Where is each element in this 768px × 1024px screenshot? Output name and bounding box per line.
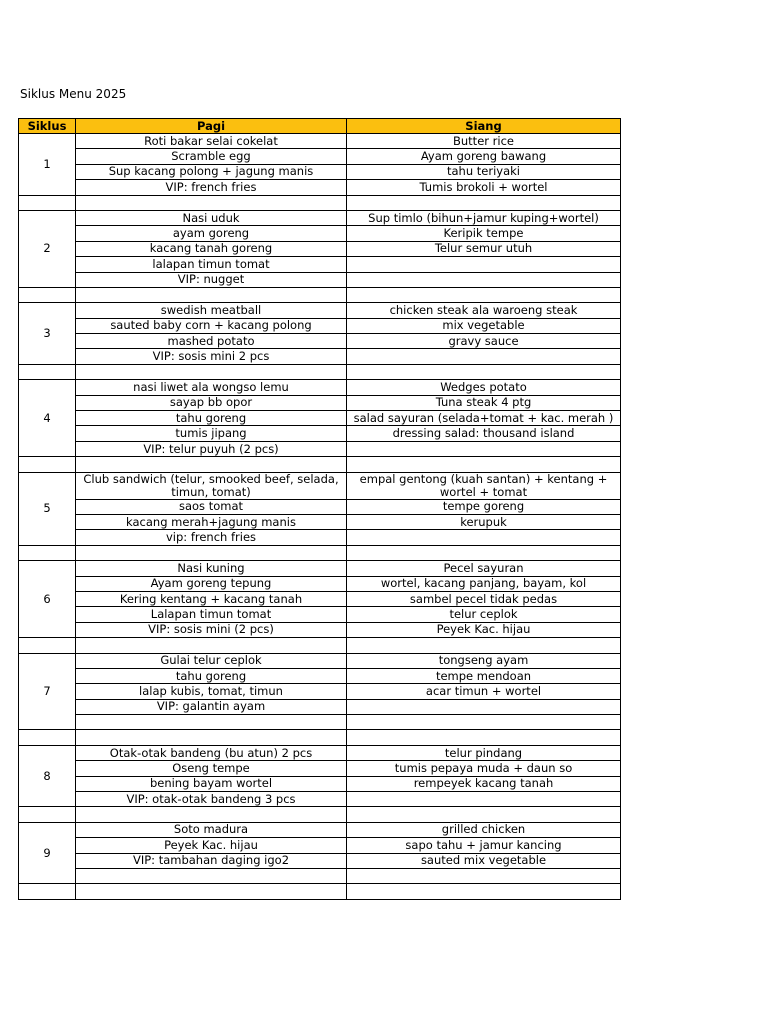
cell-siang: Tumis brokoli + wortel xyxy=(347,180,621,195)
table-row xyxy=(19,853,621,868)
spacer-cell xyxy=(19,638,76,653)
cell-siang: Keripik tempe xyxy=(347,226,621,241)
cell-siang: rempeyek kacang tanah xyxy=(347,776,621,791)
cell-siang: telur pindang xyxy=(347,745,621,760)
cell-siang: sauted mix vegetable xyxy=(347,853,621,868)
cell-siang: tumis pepaya muda + daun so xyxy=(347,761,621,776)
cycle-label: 8 xyxy=(19,745,76,807)
table-row xyxy=(19,380,621,395)
cell-pagi: Lalapan timun tomat xyxy=(76,607,347,622)
cell-siang: tempe mendoan xyxy=(347,668,621,683)
menu-body xyxy=(19,134,621,900)
cell-pagi: VIP: sosis mini 2 pcs xyxy=(76,349,347,364)
spacer-cell xyxy=(76,884,347,899)
table-row xyxy=(19,395,621,410)
cell-pagi: Soto madura xyxy=(76,822,347,837)
cell-siang: Wedges potato xyxy=(347,380,621,395)
table-row xyxy=(19,745,621,760)
table-row xyxy=(19,561,621,576)
table-row xyxy=(19,303,621,318)
table-row xyxy=(19,653,621,668)
table-row xyxy=(19,514,621,529)
cell-siang: dressing salad: thousand island xyxy=(347,426,621,441)
cell-siang xyxy=(347,699,621,714)
cell-pagi: VIP: tambahan daging igo2 xyxy=(76,853,347,868)
cell-siang: empal gentong (kuah santan) + kentang + wortel + tomat xyxy=(347,472,621,499)
cell-pagi: Scramble egg xyxy=(76,149,347,164)
cell-pagi: tahu goreng xyxy=(76,411,347,426)
cell-siang xyxy=(347,257,621,272)
cell-pagi: saos tomat xyxy=(76,499,347,514)
cell-siang: Peyek Kac. hijau xyxy=(347,622,621,637)
cell-siang: kerupuk xyxy=(347,514,621,529)
spacer-cell xyxy=(19,457,76,472)
cell-siang: sapo tahu + jamur kancing xyxy=(347,838,621,853)
cell-pagi: VIP: sosis mini (2 pcs) xyxy=(76,622,347,637)
table-row xyxy=(19,684,621,699)
spacer-row xyxy=(19,457,621,472)
cell-pagi: VIP: nugget xyxy=(76,272,347,287)
cell-pagi: VIP: telur puyuh (2 pcs) xyxy=(76,441,347,456)
cycle-label: 9 xyxy=(19,822,76,884)
spacer-cell xyxy=(19,730,76,745)
header-pagi: Pagi xyxy=(76,119,347,134)
cell-pagi: ayam goreng xyxy=(76,226,347,241)
table-row xyxy=(19,822,621,837)
table-row xyxy=(19,761,621,776)
cell-siang: tempe goreng xyxy=(347,499,621,514)
spacer-cell xyxy=(19,807,76,822)
cell-pagi: Oseng tempe xyxy=(76,761,347,776)
cell-siang xyxy=(347,272,621,287)
spacer-cell xyxy=(19,287,76,302)
cell-siang: grilled chicken xyxy=(347,822,621,837)
spacer-row xyxy=(19,287,621,302)
table-row xyxy=(19,868,621,883)
spacer-cell xyxy=(347,807,621,822)
table-row xyxy=(19,699,621,714)
spacer-cell xyxy=(347,884,621,899)
spacer-row xyxy=(19,884,621,899)
table-row xyxy=(19,411,621,426)
spacer-cell xyxy=(347,195,621,210)
spacer-cell xyxy=(19,545,76,560)
cell-siang: Telur semur utuh xyxy=(347,241,621,256)
spacer-cell xyxy=(76,730,347,745)
cycle-label: 7 xyxy=(19,653,76,730)
spacer-row xyxy=(19,545,621,560)
cell-siang: mix vegetable xyxy=(347,318,621,333)
cell-siang: wortel, kacang panjang, bayam, kol xyxy=(347,576,621,591)
spacer-row xyxy=(19,730,621,745)
cell-siang: tahu teriyaki xyxy=(347,164,621,179)
cell-siang: Pecel sayuran xyxy=(347,561,621,576)
table-row xyxy=(19,776,621,791)
cell-siang: Ayam goreng bawang xyxy=(347,149,621,164)
spacer-cell xyxy=(347,287,621,302)
cell-pagi: Nasi kuning xyxy=(76,561,347,576)
cell-siang xyxy=(347,441,621,456)
cell-siang: gravy sauce xyxy=(347,334,621,349)
cell-siang xyxy=(347,715,621,730)
table-row xyxy=(19,576,621,591)
cell-pagi: lalap kubis, tomat, timun xyxy=(76,684,347,699)
table-row xyxy=(19,241,621,256)
cycle-label: 4 xyxy=(19,380,76,457)
spacer-cell xyxy=(19,884,76,899)
spacer-cell xyxy=(19,195,76,210)
cell-pagi: tahu goreng xyxy=(76,668,347,683)
cell-pagi: Peyek Kac. hijau xyxy=(76,838,347,853)
cell-pagi xyxy=(76,868,347,883)
cell-siang: tongseng ayam xyxy=(347,653,621,668)
table-row xyxy=(19,622,621,637)
cell-pagi: Ayam goreng tepung xyxy=(76,576,347,591)
table-row xyxy=(19,149,621,164)
spacer-cell xyxy=(347,730,621,745)
table-row xyxy=(19,668,621,683)
table-row xyxy=(19,257,621,272)
table-row xyxy=(19,334,621,349)
table-row xyxy=(19,426,621,441)
cell-siang xyxy=(347,349,621,364)
cell-pagi: VIP: otak-otak bandeng 3 pcs xyxy=(76,792,347,807)
table-row xyxy=(19,210,621,225)
spacer-row xyxy=(19,638,621,653)
spacer-cell xyxy=(76,457,347,472)
table-row xyxy=(19,591,621,606)
spacer-cell xyxy=(76,545,347,560)
spacer-cell xyxy=(19,364,76,379)
cell-pagi: Kering kentang + kacang tanah xyxy=(76,591,347,606)
spacer-cell xyxy=(76,195,347,210)
cell-siang: Sup timlo (bihun+jamur kuping+wortel) xyxy=(347,210,621,225)
cycle-label: 1 xyxy=(19,134,76,196)
cell-siang: sambel pecel tidak pedas xyxy=(347,591,621,606)
cycle-label: 3 xyxy=(19,303,76,365)
cell-pagi: Nasi uduk xyxy=(76,210,347,225)
cell-siang: chicken steak ala waroeng steak xyxy=(347,303,621,318)
cell-pagi: lalapan timun tomat xyxy=(76,257,347,272)
spacer-cell xyxy=(347,364,621,379)
cell-siang: telur ceplok xyxy=(347,607,621,622)
menu-table xyxy=(18,118,621,900)
cell-pagi: Sup kacang polong + jagung manis xyxy=(76,164,347,179)
cell-siang: salad sayuran (selada+tomat + kac. merah ) xyxy=(347,411,621,426)
header-row xyxy=(19,119,621,134)
cell-pagi: Otak-otak bandeng (bu atun) 2 pcs xyxy=(76,745,347,760)
cell-pagi: vip: french fries xyxy=(76,530,347,545)
table-row xyxy=(19,180,621,195)
cell-siang xyxy=(347,792,621,807)
table-row xyxy=(19,134,621,149)
spacer-row xyxy=(19,807,621,822)
table-row xyxy=(19,441,621,456)
cell-pagi: swedish meatball xyxy=(76,303,347,318)
cell-siang xyxy=(347,868,621,883)
table-row xyxy=(19,530,621,545)
cell-pagi: Roti bakar selai cokelat xyxy=(76,134,347,149)
cell-pagi: nasi liwet ala wongso lemu xyxy=(76,380,347,395)
cell-pagi: Club sandwich (telur, smooked beef, selada, timun, tomat) xyxy=(76,472,347,499)
cell-pagi: bening bayam wortel xyxy=(76,776,347,791)
table-row xyxy=(19,499,621,514)
spacer-cell xyxy=(76,364,347,379)
page-title: Siklus Menu 2025 xyxy=(20,87,127,101)
spacer-cell xyxy=(76,287,347,302)
spacer-row xyxy=(19,364,621,379)
table-row xyxy=(19,607,621,622)
spacer-cell xyxy=(347,638,621,653)
table-row xyxy=(19,838,621,853)
cell-pagi: tumis jipang xyxy=(76,426,347,441)
spacer-cell xyxy=(347,457,621,472)
cell-pagi: sayap bb opor xyxy=(76,395,347,410)
cell-pagi: VIP: galantin ayam xyxy=(76,699,347,714)
cell-pagi: mashed potato xyxy=(76,334,347,349)
table-row xyxy=(19,318,621,333)
cell-pagi: Gulai telur ceplok xyxy=(76,653,347,668)
cell-siang xyxy=(347,530,621,545)
cell-pagi: kacang tanah goreng xyxy=(76,241,347,256)
table-row xyxy=(19,272,621,287)
spacer-cell xyxy=(76,807,347,822)
spacer-cell xyxy=(76,638,347,653)
cycle-label: 5 xyxy=(19,472,76,545)
header-siklus: Siklus xyxy=(19,119,76,134)
table-row xyxy=(19,715,621,730)
header-siang: Siang xyxy=(347,119,621,134)
cell-pagi: VIP: french fries xyxy=(76,180,347,195)
cell-pagi: sauted baby corn + kacang polong xyxy=(76,318,347,333)
cycle-label: 2 xyxy=(19,210,76,287)
cell-pagi xyxy=(76,715,347,730)
table-row xyxy=(19,349,621,364)
cell-pagi: kacang merah+jagung manis xyxy=(76,514,347,529)
table-row xyxy=(19,472,621,499)
cell-siang: Tuna steak 4 ptg xyxy=(347,395,621,410)
table-row xyxy=(19,792,621,807)
cell-siang: acar timun + wortel xyxy=(347,684,621,699)
table-row xyxy=(19,226,621,241)
cell-siang: Butter rice xyxy=(347,134,621,149)
cycle-label: 6 xyxy=(19,561,76,638)
table-row xyxy=(19,164,621,179)
spacer-row xyxy=(19,195,621,210)
spacer-cell xyxy=(347,545,621,560)
